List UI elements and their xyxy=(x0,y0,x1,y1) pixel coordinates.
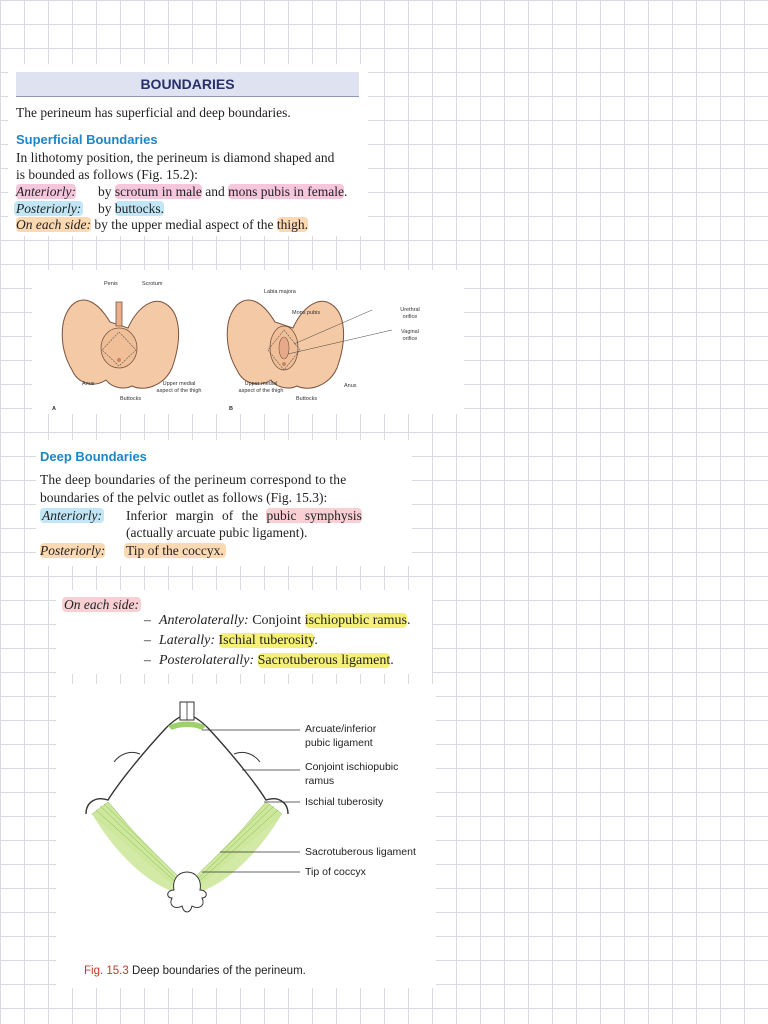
deep-anteriorly-text xyxy=(126,507,362,524)
deep-heading: Deep Boundaries xyxy=(40,449,147,464)
each-side-item xyxy=(144,632,318,649)
superficial-posteriorly-row xyxy=(14,200,83,217)
label-labia-majora: Labia majora xyxy=(264,289,296,295)
deep-line-1: The deep boundaries of the perineum correspond to the xyxy=(40,472,347,487)
item-end: . xyxy=(390,653,394,668)
label-sacrotuberous: Sacrotuberous ligament xyxy=(305,846,416,858)
label-coccyx: Tip of coccyx xyxy=(305,866,366,878)
superficial-heading: Superficial Boundaries xyxy=(16,132,158,147)
each-side-thigh: thigh. xyxy=(276,217,309,232)
label-arcuate: Arcuate/inferior xyxy=(305,723,377,735)
label-ramus: ramus xyxy=(305,775,335,787)
item-highlight: Sacrotuberous ligament xyxy=(257,653,391,668)
pelvic-outlet-diagram xyxy=(56,684,436,988)
figure-caption xyxy=(84,965,306,977)
list-dash: – xyxy=(144,653,151,668)
fig-15-3-panel xyxy=(56,684,436,988)
item-highlight: ischiopubic ramus xyxy=(304,613,407,628)
label-pubic-ligament: pubic ligament xyxy=(305,737,373,749)
label-vaginal-orifice: Vaginal orifice xyxy=(401,329,419,342)
superficial-posteriorly-text xyxy=(98,200,164,217)
label-mons-pubis: Mons pubis xyxy=(292,310,321,316)
label-ischial: Ischial tuberosity xyxy=(305,796,384,808)
item-prefix: Anterolaterally: xyxy=(159,613,249,628)
deep-anteriorly-prefix: Inferior margin of the xyxy=(126,508,267,523)
anteriorly-and: and xyxy=(201,184,229,199)
deep-posteriorly-text: Tip of the coccyx. xyxy=(126,543,224,558)
anteriorly-scrotum: scrotum in male xyxy=(114,184,202,199)
list-dash: – xyxy=(144,633,151,648)
section-title: BOUNDARIES xyxy=(16,72,359,97)
superficial-anteriorly-row xyxy=(16,183,76,200)
deep-anteriorly-symphysis: pubic symphysis xyxy=(266,508,362,523)
item-prefix: Posterolaterally: xyxy=(159,653,255,668)
anteriorly-by: by xyxy=(98,184,115,199)
item-end: . xyxy=(314,633,318,648)
posteriorly-label: Posteriorly: xyxy=(16,201,82,216)
each-side-label: On each side: xyxy=(16,217,91,232)
label-thigh-male: Upper medial aspect of the thigh xyxy=(156,381,202,394)
deep-posteriorly-label-row xyxy=(40,542,105,559)
list-dash: – xyxy=(144,613,151,628)
superficial-line-1: In lithotomy position, the perineum is diamond shaped and xyxy=(16,150,335,165)
each-side-item xyxy=(144,652,394,669)
deep-posteriorly-text-row xyxy=(124,542,226,559)
item-end: . xyxy=(406,613,411,628)
superficial-anteriorly-text xyxy=(98,183,347,200)
label-fig-b: B xyxy=(229,406,233,412)
caption-text: Deep boundaries of the perineum. xyxy=(128,965,306,977)
superficial-each-side-row xyxy=(16,216,308,233)
deep-anteriorly-line2: (actually arcuate pubic ligament). xyxy=(126,525,308,540)
deep-line-2: boundaries of the pelvic outlet as follows (Fig. 15.3): xyxy=(40,490,328,505)
each-side-text: by the upper medial aspect of the xyxy=(94,217,277,232)
label-scrotum: Scrotum xyxy=(142,281,163,287)
label-anus-male: Anus xyxy=(82,381,95,387)
male-figure xyxy=(62,300,178,388)
label-conjoint: Conjoint ischiopubic xyxy=(305,761,399,773)
item-text: Conjoint xyxy=(248,613,305,628)
item-text xyxy=(215,633,219,648)
caption-number: Fig. 15.3 xyxy=(84,965,129,977)
label-penis: Penis xyxy=(104,281,118,287)
anteriorly-end: . xyxy=(343,184,348,199)
posteriorly-by: by xyxy=(98,201,115,216)
label-thigh-female: Upper medial aspect of the thigh xyxy=(238,381,284,394)
each-side-label-row xyxy=(62,596,141,613)
anteriorly-mons: mons pubis in female xyxy=(228,184,344,199)
deep-anteriorly-label: Anteriorly: xyxy=(42,508,102,523)
item-highlight: Ischial tuberosity xyxy=(218,633,315,648)
label-fig-a: A xyxy=(52,406,56,412)
item-prefix: Laterally: xyxy=(159,633,215,648)
posteriorly-buttocks: buttocks. xyxy=(114,201,164,216)
superficial-line-2: is bounded as follows (Fig. 15.2): xyxy=(16,167,198,182)
each-side-deep-label: On each side: xyxy=(64,597,139,612)
deep-anteriorly-label-row xyxy=(40,507,104,524)
label-buttocks-male: Buttocks xyxy=(120,396,142,402)
label-urethral-orifice: Urethral orifice xyxy=(400,307,420,320)
each-side-item xyxy=(144,612,410,629)
label-buttocks-female: Buttocks xyxy=(296,396,318,402)
anteriorly-label: Anteriorly: xyxy=(16,184,76,199)
label-anus-female: Anus xyxy=(344,383,357,389)
deep-posteriorly-label: Posteriorly: xyxy=(40,543,106,558)
intro-text: The perineum has superficial and deep boundaries. xyxy=(16,105,291,120)
